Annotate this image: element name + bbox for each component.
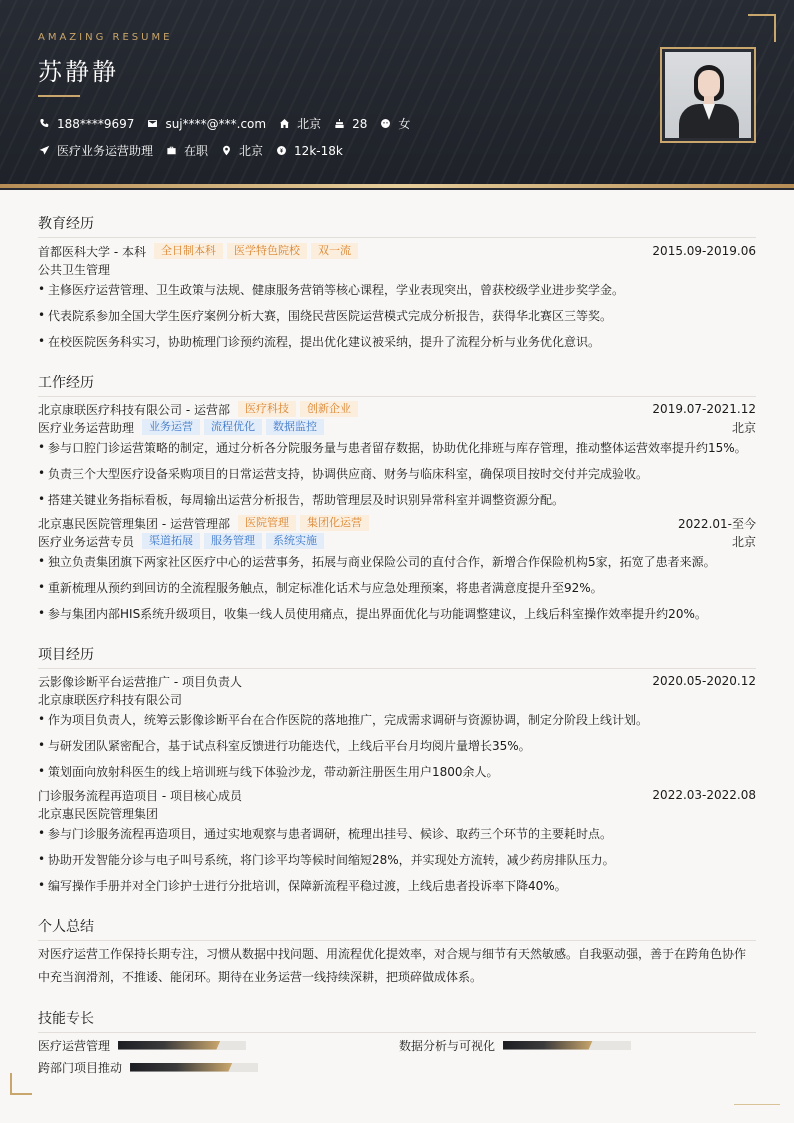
project-header (38, 787, 756, 803)
company-tag: 创新企业 (300, 401, 358, 417)
gender-icon (379, 118, 391, 130)
list-item: • 在校医院医务科实习，协助梳理门诊预约流程，提出优化建议被采纳，提升了流程分析与业务优化意识。 (38, 334, 601, 349)
work-position-row (38, 419, 756, 435)
name-underline (38, 95, 80, 97)
skill-item (38, 1059, 258, 1075)
project-org: 北京康联医疗科技有限公司 (38, 692, 183, 707)
skill-level-fill (118, 1041, 220, 1050)
list-item: • 主修医疗运营管理、卫生政策与法规、健康服务营销等核心课程，学业表现突出，曾获校级学业进步奖学金。 (38, 282, 625, 297)
list-item: • 负责三个大型医疗设备采购项目的日常运营支持，协调供应商、财务与临床科室，确保项目按时交付并完成验收。 (38, 466, 649, 481)
skill-item (399, 1037, 631, 1053)
list-item: • 搭建关键业务指标看板，每周输出运营分析报告，帮助管理层及时识别异常科室并调整资源分配。 (38, 492, 565, 507)
list-item: • 与研发团队紧密配合，基于试点科室反馈进行功能迭代，上线后平台月均阅片量增长35%。 (38, 738, 531, 753)
project-date: 2020.05-2020.12 (652, 674, 756, 688)
intent-salary (275, 144, 343, 158)
intent-status-text: 在职 (184, 144, 209, 158)
skill-level-bar (503, 1041, 631, 1050)
project-org: 北京惠民医院管理集团 (38, 806, 159, 821)
project-org-row (38, 805, 756, 821)
contact-gender-text: 女 (398, 117, 411, 131)
education-tag: 全日制本科 (154, 243, 223, 259)
intent-city-text: 北京 (239, 144, 264, 158)
intent-position (38, 142, 153, 159)
position-tag: 渠道拓展 (142, 533, 200, 549)
work-position: 医疗业务运营助理 (38, 420, 135, 435)
footer-rule (734, 1104, 780, 1105)
corner-ornament-bottom-left (10, 1073, 32, 1095)
position-tag: 数据监控 (266, 419, 324, 435)
work-position-row (38, 533, 756, 549)
work-date: 2019.07-2021.12 (652, 402, 756, 416)
section-title-projects: 项目经历 (38, 644, 756, 669)
education-major-row (38, 261, 756, 277)
list-item: • 编写操作手册并对全门诊护士进行分批培训，保障新流程平稳过渡，上线后患者投诉率下降40%。 (38, 878, 567, 893)
education-tag: 双一流 (311, 243, 358, 259)
work-position: 医疗业务运营专员 (38, 534, 135, 549)
intent-position-text: 医疗业务运营助理 (57, 144, 154, 158)
work-header (38, 515, 756, 531)
education-tag: 医学特色院校 (227, 243, 307, 259)
list-item: • 独立负责集团旗下两家社区医疗中心的运营事务，拓展与商业保险公司的直付合作，新增合作保险机构5家，拓宽了患者来源。 (38, 554, 716, 569)
skill-item (38, 1037, 246, 1053)
header-dark-rule (0, 188, 794, 190)
list-item: • 参与集团内部HIS系统升级项目，收集一线人员使用痛点，提出界面优化与功能调整建议，上线后科室操作效率提升约20%。 (38, 606, 707, 621)
company-tag: 医院管理 (238, 515, 296, 531)
candidate-name: 苏静静 (38, 58, 119, 86)
corner-ornament-top-right (748, 14, 776, 42)
tagline: AMAZING RESUME (38, 32, 173, 43)
skill-level-bar (118, 1041, 246, 1050)
home-icon (278, 118, 290, 130)
work-city: 北京 (731, 420, 756, 435)
contact-phone-text: 188****9697 (57, 116, 135, 131)
position-tag: 系统实施 (266, 533, 324, 549)
intent-salary-text: 12k-18k (294, 143, 343, 158)
resume-header (0, 0, 794, 184)
skill-level-bar (130, 1063, 258, 1072)
company-tag: 集团化运营 (300, 515, 369, 531)
intent-city (220, 142, 263, 159)
project-date: 2022.03-2022.08 (652, 788, 756, 802)
work-company: 北京康联医疗科技有限公司 - 运营部 (38, 402, 230, 417)
position-tag: 流程优化 (204, 419, 262, 435)
contact-row (38, 115, 422, 132)
work-company: 北京惠民医院管理集团 - 运营管理部 (38, 516, 230, 531)
project-name: 门诊服务流程再造项目 - 项目核心成员 (38, 788, 242, 803)
cake-icon (333, 118, 345, 130)
contact-age-text: 28 (352, 116, 368, 131)
contact-age (333, 117, 367, 131)
list-item: • 重新梳理从预约到回访的全流程服务触点，制定标准化话术与应急处理预案，将患者满意度提升至92%。 (38, 580, 603, 595)
section-title-skills: 技能专长 (38, 1008, 756, 1033)
profile-photo (660, 47, 756, 143)
education-school: 首都医科大学 - 本科 (38, 244, 146, 259)
section-title-work: 工作经历 (38, 372, 756, 397)
work-header (38, 401, 756, 417)
intent-row (38, 142, 355, 159)
skill-name: 医疗运营管理 (38, 1038, 111, 1053)
skill-level-fill (503, 1041, 593, 1050)
skill-name: 数据分析与可视化 (399, 1038, 496, 1053)
summary-text: 对医疗运营工作保持长期专注，习惯从数据中找问题、用流程优化提效率，对合规与细节有天然敏感。自我驱动强，善于在跨角色协作中充当润滑剂，不推诿、能闭环。期待在业务运营一线持续深耕，把琐碎做成体系。 (38, 947, 747, 984)
section-title-summary: 个人总结 (38, 916, 756, 941)
position-tag: 服务管理 (204, 533, 262, 549)
skill-level-fill (130, 1063, 232, 1072)
education-major: 公共卫生管理 (38, 262, 111, 277)
location-icon (220, 145, 232, 157)
phone-icon (38, 118, 50, 130)
list-item: • 策划面向放射科医生的线上培训班与线下体验沙龙，带动新注册医生用户1800余人。 (38, 764, 499, 779)
company-tag: 医疗科技 (238, 401, 296, 417)
contact-email (146, 117, 266, 131)
list-item: • 协助开发智能分诊与电子叫号系统，将门诊平均等候时间缩短28%，并实现处方流转，减少药房排队压力。 (38, 852, 615, 867)
salary-icon (275, 145, 287, 157)
position-tag: 业务运营 (142, 419, 200, 435)
work-date: 2022.01-至今 (678, 516, 756, 531)
project-org-row (38, 691, 756, 707)
briefcase-icon (165, 145, 177, 157)
project-header (38, 673, 756, 689)
intent-status (165, 142, 208, 159)
contact-city-text: 北京 (297, 117, 322, 131)
list-item: • 作为项目负责人，统筹云影像诊断平台在合作医院的落地推广，完成需求调研与资源协调，制定分阶段上线计划。 (38, 712, 649, 727)
contact-gender (379, 115, 410, 132)
skill-name: 跨部门项目推动 (38, 1060, 123, 1075)
send-icon (38, 145, 50, 157)
work-city: 北京 (731, 534, 756, 549)
list-item: • 代表院系参加全国大学生医疗案例分析大赛，围绕民营医院运营模式完成分析报告，获得华北赛区三等奖。 (38, 308, 613, 323)
project-name: 云影像诊断平台运营推广 - 项目负责人 (38, 674, 242, 689)
avatar (665, 52, 751, 138)
email-icon (146, 118, 158, 130)
contact-phone (38, 117, 134, 131)
section-title-education: 教育经历 (38, 213, 756, 238)
education-header (38, 243, 756, 259)
contact-city (278, 115, 321, 132)
education-date: 2015.09-2019.06 (652, 244, 756, 258)
list-item: • 参与口腔门诊运营策略的制定，通过分析各分院服务量与患者留存数据，协助优化排班与库存管理，推动整体运营效率提升约15%。 (38, 440, 747, 455)
contact-email-text: suj****@***.com (165, 116, 267, 131)
list-item: • 参与门诊服务流程再造项目，通过实地观察与患者调研，梳理出挂号、候诊、取药三个环节的主要耗时点。 (38, 826, 613, 841)
